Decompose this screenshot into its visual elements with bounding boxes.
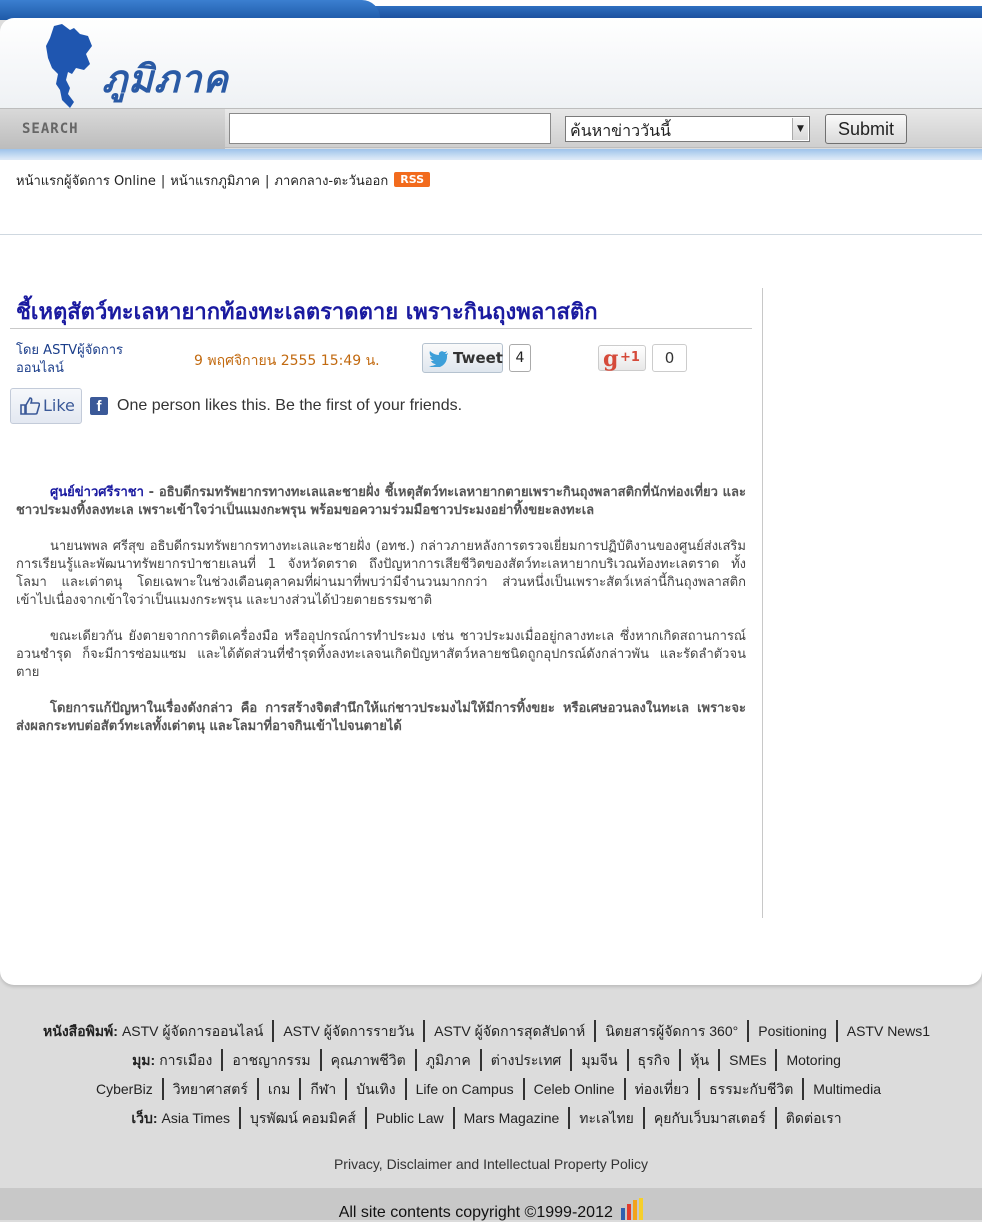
facebook-like-button[interactable]	[10, 388, 82, 424]
rss-badge[interactable]: RSS	[394, 172, 430, 187]
article-lead-text: - อธิบดีกรมทรัพยากรทางทะเลและชายฝั่ง ชี้เหตุสัตว์ทะเลหายากตายเพราะกินถุงพลาสติกที่นักท่องเที่ยว และชาวประมงทิ้งลงทะเล เพราะเข้าใจว่าเป็นแมงกะพรุน พร้อมขอความร่วมมือชาวประมงอย่าทิ้งขยะลงทะเล	[16, 485, 746, 518]
tweet-count: 4	[509, 344, 531, 372]
like-label: Like	[43, 396, 75, 415]
footer-link[interactable]: Celeb Online	[523, 1078, 624, 1100]
footer-link[interactable]: ธุรกิจ	[627, 1049, 680, 1071]
article-paragraph: ขณะเดียวกัน ยังตายจากการติดเครื่องมือ หรืออุปกรณ์การทำประมง เช่น ชาวประมงเมื่ออยู่กลางทะเล ซึ่งหากเกิดสถานการณ์อวนชำรุด ก็จะมีการซ่อมแซม และได้ตัดส่วนที่ชำรุดทิ้งลงทะเลจนเกิดปัญหาสัตว์หลายชนิดถูกอุปกรณ์ดังกล่าวพัน และรัดลำตัวจนตาย	[16, 629, 746, 680]
breadcrumb-link-region-home[interactable]: หน้าแรกภูมิภาค	[170, 174, 260, 189]
footer-link[interactable]: ธรรมะกับชีวิต	[698, 1078, 802, 1100]
footer-link[interactable]: อาชญากรรม	[221, 1049, 319, 1071]
footer-row-sections	[0, 1049, 982, 1072]
tweet-label: Tweet	[453, 349, 503, 367]
submit-button[interactable]: Submit	[825, 114, 907, 144]
footer-link[interactable]: ASTV ผู้จัดการออนไลน์	[121, 1023, 264, 1039]
site-logo-text[interactable]: ภูมิภาค	[102, 56, 229, 101]
google-plus-button[interactable]	[598, 345, 646, 371]
thumbs-up-icon	[20, 397, 40, 415]
footer-link[interactable]: ภูมิภาค	[415, 1049, 480, 1071]
footer-row-label: เว็บ:	[131, 1110, 158, 1126]
article-source-link[interactable]: ศูนย์ข่าวศรีราชา	[50, 485, 144, 500]
top-strip	[0, 0, 982, 20]
footer-link[interactable]: ท่องเที่ยว	[624, 1078, 699, 1100]
footer-link[interactable]: Mars Magazine	[453, 1107, 569, 1129]
footer-row-web	[0, 1107, 982, 1130]
search-label-panel	[0, 109, 225, 149]
footer-link[interactable]: การเมือง	[159, 1052, 213, 1068]
footer-link[interactable]: Multimedia	[802, 1078, 890, 1100]
gplus-label: +1	[620, 350, 640, 365]
twitter-bird-icon	[429, 351, 449, 367]
footer-link[interactable]: คุยกับเว็บมาสเตอร์	[643, 1107, 775, 1129]
footer-link[interactable]: ASTV ผู้จัดการสุดสัปดาห์	[423, 1020, 594, 1042]
main-panel	[0, 160, 982, 985]
footer-row-sections-2	[0, 1078, 982, 1100]
article-body	[16, 484, 746, 754]
footer-link[interactable]: Asia Times	[161, 1110, 230, 1126]
thailand-map-icon[interactable]	[40, 24, 98, 110]
search-label: SEARCH	[22, 121, 79, 137]
footer-link[interactable]: หุ้น	[679, 1049, 718, 1071]
article-paragraph: โดยการแก้ปัญหาในเรื่องดังกล่าว คือ การสร้างจิตสำนึกให้แก่ชาวประมงไม่ให้มีการทิ้งขยะ หรือเศษอวนลงในทะเล เพราะจะส่งผลกระทบต่อสัตว์ทะเลทั้งเต่าตนุ และโลมาที่อาจกินเข้าไปจนตายได้	[16, 701, 746, 734]
footer-link[interactable]: นิตยสารผู้จัดการ 360°	[594, 1020, 747, 1042]
copyright-text	[0, 1198, 982, 1222]
footer-link[interactable]: ASTV ผู้จัดการรายวัน	[272, 1020, 423, 1042]
sidebar-divider	[762, 288, 763, 918]
gplus-count: 0	[652, 344, 687, 372]
footer-link[interactable]: บันเทิง	[345, 1078, 404, 1100]
tweet-button[interactable]	[422, 343, 503, 373]
footer-link[interactable]: มุมจีน	[570, 1049, 626, 1071]
footer-link[interactable]: Public Law	[365, 1107, 453, 1129]
breadcrumb: หน้าแรกผู้จัดการ Online | หน้าแรกภูมิภาค | ภาคกลาง-ตะวันออก RSS	[16, 170, 430, 191]
headline-divider	[10, 328, 752, 329]
copyright-bar	[0, 1188, 982, 1220]
breadcrumb-link-central-east[interactable]: ภาคกลาง-ตะวันออก	[274, 174, 389, 189]
footer-link[interactable]: วิทยาศาสตร์	[162, 1078, 257, 1100]
breadcrumb-link-manager-home[interactable]: หน้าแรกผู้จัดการ Online	[16, 174, 156, 189]
footer-link[interactable]: เกม	[257, 1078, 300, 1100]
footer-row-label: หนังสือพิมพ์:	[43, 1023, 118, 1039]
footer-link[interactable]: คุณภาพชีวิต	[320, 1049, 415, 1071]
astv-logo-icon	[621, 1198, 643, 1220]
article-byline: โดย ASTVผู้จัดการออนไลน์	[16, 343, 123, 376]
footer-link[interactable]: Positioning	[747, 1020, 836, 1042]
footer-link[interactable]: กีฬา	[299, 1078, 345, 1100]
article-headline: ชี้เหตุสัตว์ทะเลหายากท้องทะเลตราดตาย เพราะกินถุงพลาสติก	[16, 300, 598, 325]
search-scope-select[interactable]	[565, 116, 810, 142]
footer-link[interactable]: ต่างประเทศ	[480, 1049, 571, 1071]
copyright-label: All site contents copyright ©1999-2012	[338, 1204, 613, 1221]
footer-link[interactable]: Motoring	[775, 1049, 849, 1071]
search-bar	[0, 108, 982, 148]
footer-link[interactable]: Life on Campus	[405, 1078, 523, 1100]
footer-link[interactable]: ติดต่อเรา	[775, 1107, 851, 1129]
footer-row-label: มุม:	[132, 1052, 156, 1068]
article-date: 9 พฤศจิกายน 2555 15:49 น.	[194, 353, 380, 369]
search-scope-value: ค้นหาข่าววันนี้	[570, 121, 671, 140]
footer-link[interactable]: CyberBiz	[95, 1081, 153, 1097]
site-header	[0, 18, 982, 110]
article-paragraph: นายนพพล ศรีสุข อธิบดีกรมทรัพยากรทางทะเลและชายฝั่ง (อทช.) กล่าวภายหลังการตรวจเยี่ยมการปฏิบัติงานของศูนย์ส่งเสริมการเรียนรู้และพัฒนาทรัพยากรป่าชายเลนที่ 1 จังหวัดตราด ถึงปัญหาการเสียชีวิตของสัตว์ทะเลหายากบริเวณท้องทะเลตราด ทั้งโลมา และเต่าตนุ โดยเฉพาะในช่วงเดือนตุลาคมที่ผ่านมาที่พบว่ามีจำนวนมากกว่า ส่วนหนึ่งเป็นเพราะสัตว์เหล่านี้กินถุงพลาสติกเข้าไปเนื่องจากเข้าใจว่าเป็นแมงกระพรุน และบางส่วนได้ป่วยตายธรรมชาติ	[16, 539, 746, 608]
footer-link[interactable]: ASTV News1	[836, 1020, 939, 1042]
divider	[0, 234, 982, 235]
top-tab	[0, 0, 380, 20]
footer-link[interactable]: ทะเลไทย	[568, 1107, 643, 1129]
like-summary: One person likes this. Be the first of your friends.	[117, 397, 463, 414]
privacy-link[interactable]: Privacy, Disclaimer and Intellectual Property Policy	[333, 1156, 649, 1172]
footer-link[interactable]: SMEs	[718, 1049, 775, 1071]
chevron-down-icon[interactable]: ▼	[792, 118, 808, 140]
search-input[interactable]	[229, 113, 551, 144]
google-g-icon: g	[603, 346, 619, 372]
article-lead	[16, 484, 746, 520]
facebook-icon: f	[90, 397, 108, 415]
footer-row-newspapers	[0, 1020, 982, 1043]
footer-link[interactable]: บุรพัฒน์ คอมมิคส์	[239, 1107, 365, 1129]
